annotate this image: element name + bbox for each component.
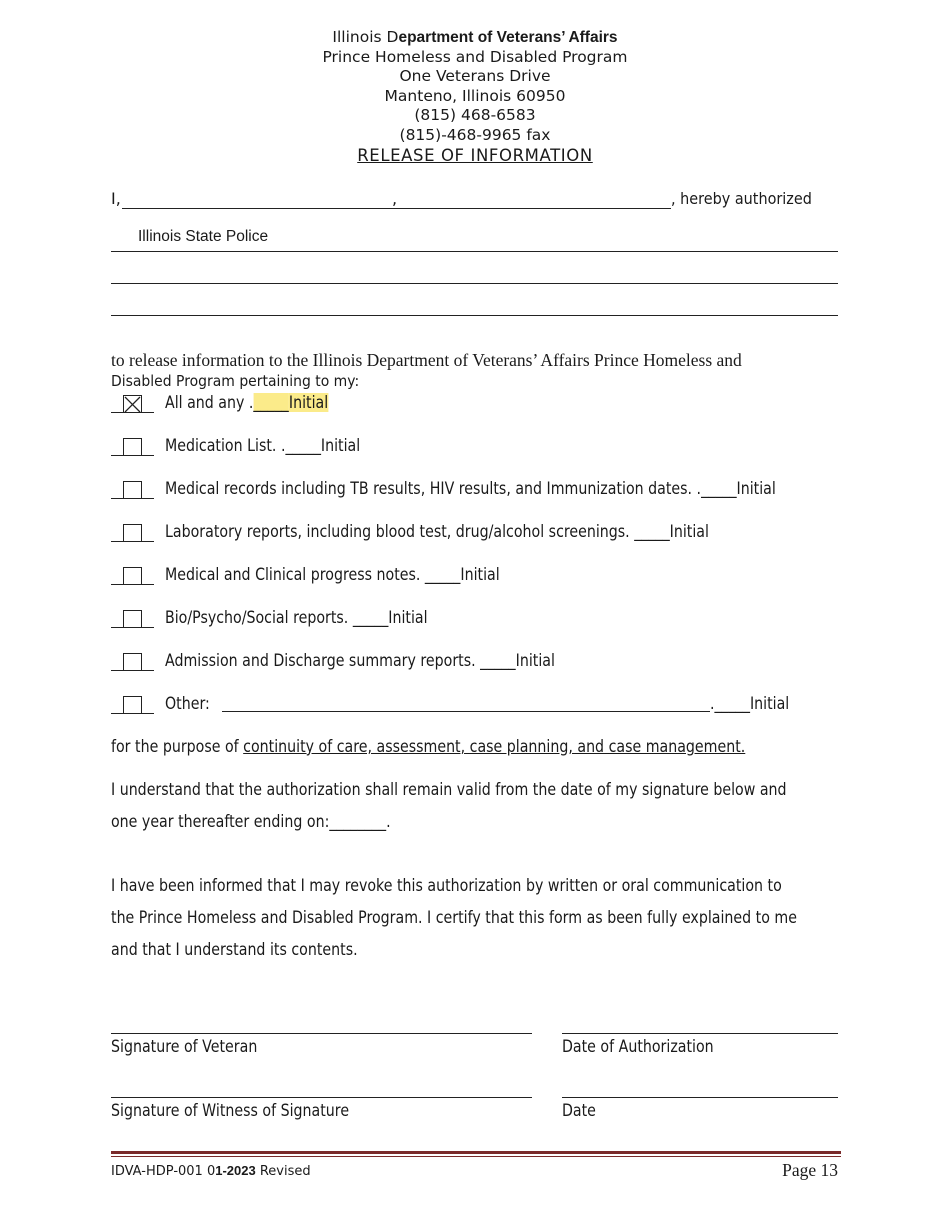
form-title: RELEASE OF INFORMATION <box>357 145 593 165</box>
initial-blank[interactable]: _____ <box>253 393 289 412</box>
phone-number: (815) 468-6583 <box>414 106 536 125</box>
item-label: Bio/Psycho/Social reports. _____Initial <box>165 608 428 627</box>
revoke-line-2: the Prince Homeless and Disabled Program. I certify that this form as been fully explained to me <box>111 908 797 927</box>
checkbox-progress-notes[interactable] <box>123 567 142 584</box>
checkbox-medication[interactable] <box>123 438 142 455</box>
checklist-item-medical-records[interactable] <box>111 480 871 502</box>
authorization-date-label: Date of Authorization <box>562 1037 714 1056</box>
checkbox-bio-psycho-social[interactable] <box>123 610 142 627</box>
program-name: Prince Homeless and Disabled Program <box>322 47 628 66</box>
authorization-line <box>111 189 851 213</box>
fax-number: (815)-468-9965 fax <box>399 125 551 144</box>
checklist-item-lab-reports[interactable] <box>111 523 871 545</box>
item-label: Medication List. ._____Initial <box>165 436 361 455</box>
agency-name: Illinois Department of Veterans’ Affairs <box>332 28 618 46</box>
form-code: IDVA-HDP-001 01-2023 Revised <box>111 1163 311 1179</box>
page-number: Page 13 <box>782 1160 838 1180</box>
other-initial: ._____Initial <box>710 694 790 713</box>
release-statement <box>111 350 851 390</box>
check-x-icon <box>124 396 141 413</box>
revoke-line-3: and that I understand its contents. <box>111 940 358 959</box>
item-label: Other: <box>165 694 210 713</box>
revoke-line-1: I have been informed that I may revoke this authorization by written or oral communication to <box>111 876 782 895</box>
witness-date-label: Date <box>562 1101 596 1120</box>
purpose-value: continuity of care, assessment, case planning, and case management. <box>243 737 746 756</box>
item-label: Admission and Discharge summary reports. _____Initial <box>165 651 555 670</box>
name-field[interactable] <box>122 208 402 209</box>
authorization-date-field[interactable] <box>562 1033 838 1034</box>
item-label: All and any ._____Initial <box>165 393 329 412</box>
item-label: Laboratory reports, including blood test, drug/alcohol screenings. _____Initial <box>165 522 709 541</box>
letterhead <box>0 28 950 165</box>
checkbox-other[interactable] <box>123 696 142 713</box>
purpose-statement: for the purpose of continuity of care, assessment, case planning, and case management. <box>111 737 746 756</box>
validity-line-2: one year thereafter ending on:________. <box>111 812 391 831</box>
address-street: One Veterans Drive <box>399 67 551 86</box>
auth-comma: , <box>392 189 398 208</box>
checklist-item-medication[interactable] <box>111 437 871 459</box>
checklist-item-other[interactable] <box>111 695 871 717</box>
item-label: Medical records including TB results, HIV results, and Immunization dates. ._____Initial <box>165 479 776 498</box>
checkbox-admission-discharge[interactable] <box>123 653 142 670</box>
recipient-line-2[interactable] <box>111 283 838 284</box>
checklist-item-all[interactable] <box>111 394 871 416</box>
other-field[interactable] <box>222 711 710 712</box>
veteran-signature-label: Signature of Veteran <box>111 1037 258 1056</box>
witness-date-field[interactable] <box>562 1097 838 1098</box>
validity-line-1: I understand that the authorization shall remain valid from the date of my signature below and <box>111 780 787 799</box>
item-label: Medical and Clinical progress notes. _____Initial <box>165 565 500 584</box>
auth-suffix: , hereby authorized <box>671 189 812 208</box>
recipient-name[interactable]: Illinois State Police <box>138 228 269 245</box>
release-line-1: to release information to the Illinois Department of Veterans’ Affairs Prince Homeless and <box>111 350 742 370</box>
address-city: Manteno, Illinois 60950 <box>384 86 566 105</box>
auth-prefix: I, <box>111 189 121 208</box>
name-field-2[interactable] <box>400 208 671 209</box>
witness-signature-field[interactable] <box>111 1097 532 1098</box>
veteran-signature-field[interactable] <box>111 1033 532 1034</box>
witness-signature-label: Signature of Witness of Signature <box>111 1101 350 1120</box>
recipient-line-3[interactable] <box>111 315 838 316</box>
footer-divider-thin <box>111 1156 841 1157</box>
checklist-item-progress-notes[interactable] <box>111 566 871 588</box>
checkbox-medical-records[interactable] <box>123 481 142 498</box>
checklist-item-bio-psycho-social[interactable] <box>111 609 871 631</box>
checklist-item-admission-discharge[interactable] <box>111 652 871 674</box>
footer-divider <box>111 1151 841 1154</box>
checkbox-lab-reports[interactable] <box>123 524 142 541</box>
release-line-2: Disabled Program pertaining to my: <box>111 372 360 390</box>
checkbox-all[interactable] <box>123 395 142 412</box>
recipient-line-1[interactable] <box>111 251 838 252</box>
